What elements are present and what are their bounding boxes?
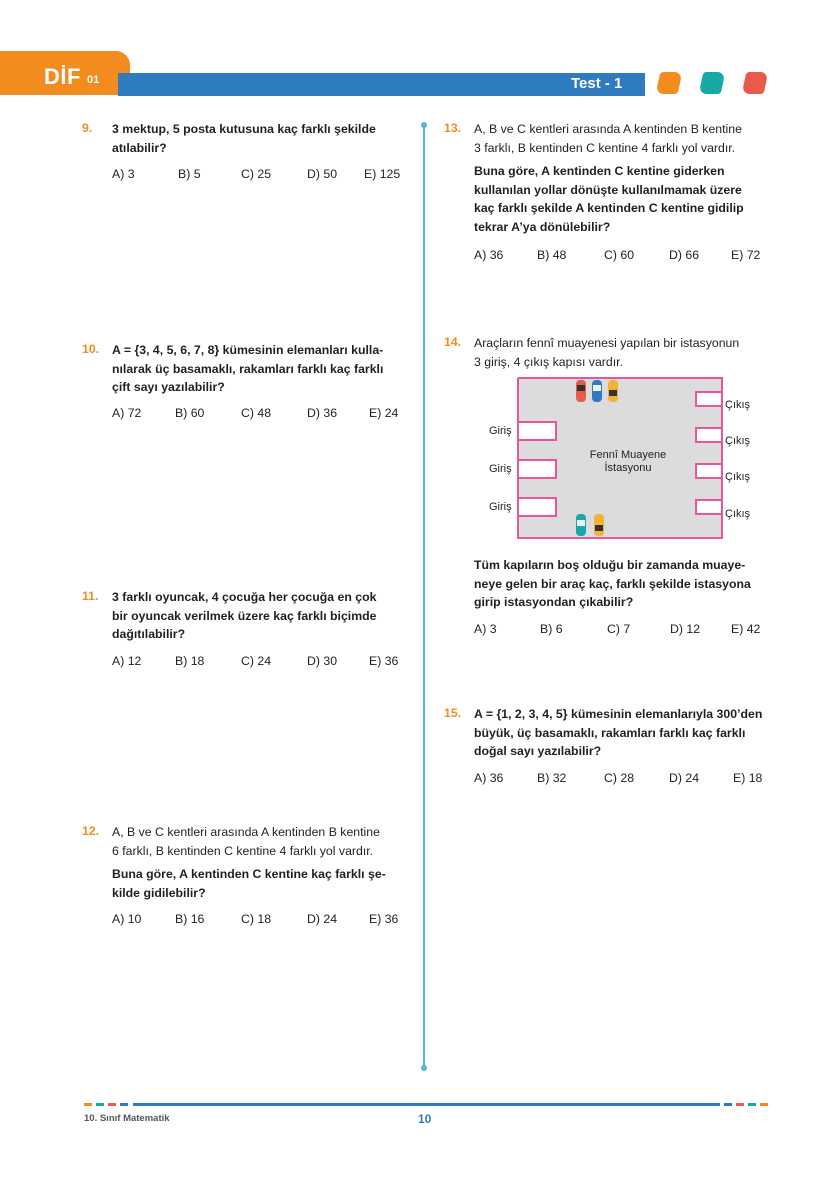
question-text: A = {1, 2, 3, 4, 5} kümesinin elemanlarıyla 300’den büyük, üç basamaklı, rakamları farklı kaç farklı doğal sayı yazılabilir? (474, 707, 763, 758)
logo-number: 01 (87, 74, 100, 86)
option-e[interactable]: E) 125 (364, 167, 401, 181)
question-text: A, B ve C kentleri arasında A kentinden B kentine 6 farklı, B kentinden C kentine 4 farklı yol vardır. (112, 825, 380, 858)
option-c[interactable]: C) 48 (241, 406, 272, 420)
option-e[interactable]: E) 18 (733, 771, 763, 785)
footer-dash (736, 1103, 744, 1106)
question-number: 11. (82, 589, 99, 603)
divider-dot-bottom (421, 1065, 427, 1071)
option-c[interactable]: C) 24 (241, 654, 272, 668)
option-b[interactable]: B) 6 (540, 622, 563, 636)
exit-label: Çıkış (725, 508, 751, 520)
option-d[interactable]: D) 12 (670, 622, 701, 636)
entrance-label: Giriş (489, 501, 512, 513)
course-title: 10. Sınıf Matematik (84, 1113, 170, 1124)
option-d[interactable]: D) 24 (669, 771, 700, 785)
option-e[interactable]: E) 42 (731, 622, 761, 636)
entrance-label: Giriş (489, 425, 512, 437)
question-number: 15. (444, 706, 462, 720)
footer-dash (84, 1103, 92, 1106)
teal-decoration-icon (699, 72, 726, 94)
exit-label: Çıkış (725, 471, 751, 483)
footer-bar (133, 1103, 720, 1106)
option-b[interactable]: B) 32 (537, 771, 567, 785)
station-label: Fennî Muayene İstasyonu (589, 449, 667, 474)
option-a[interactable]: A) 36 (474, 771, 504, 785)
option-b[interactable]: B) 16 (175, 912, 205, 926)
exit-label: Çıkış (725, 399, 751, 411)
option-e[interactable]: E) 36 (369, 654, 399, 668)
entrance-label: Giriş (489, 463, 512, 475)
footer-dash (96, 1103, 104, 1106)
option-e[interactable]: E) 24 (369, 406, 399, 420)
question-prompt: Buna göre, A kentinden C kentine kaç farklı şe- kilde gidilebilir? (112, 867, 386, 900)
orange-decoration-icon (656, 72, 683, 94)
option-a[interactable]: A) 12 (112, 654, 142, 668)
option-c[interactable]: C) 28 (604, 771, 635, 785)
option-d[interactable]: D) 66 (669, 248, 700, 262)
question-number: 14. (444, 335, 462, 349)
footer-dash (120, 1103, 128, 1106)
option-a[interactable]: A) 10 (112, 912, 142, 926)
question-text: Araçların fennî muayenesi yapılan bir istasyonun 3 giriş, 4 çıkış kapısı vardır. (474, 336, 740, 369)
column-divider (423, 124, 425, 1070)
option-b[interactable]: B) 60 (175, 406, 205, 420)
question-text: 3 farklı oyuncak, 4 çocuğa her çocuğa en çok bir oyuncak verilmek üzere kaç farklı biçimde dağıtılabilir? (112, 590, 377, 641)
option-d[interactable]: D) 50 (307, 167, 338, 181)
question-text: A, B ve C kentleri arasında A kentinden B kentine 3 farklı, B kentinden C kentine 4 farklı yol vardır. (474, 122, 742, 155)
question-number: 10. (82, 342, 100, 356)
option-a[interactable]: A) 72 (112, 406, 142, 420)
logo: DİF (44, 64, 81, 89)
divider-dot-top (421, 122, 427, 128)
option-a[interactable]: A) 3 (112, 167, 135, 181)
option-c[interactable]: C) 25 (241, 167, 272, 181)
red-decoration-icon (742, 72, 769, 94)
test-label: Test - 1 (571, 75, 623, 92)
question-text: A = {3, 4, 5, 6, 7, 8} kümesinin elemanları kulla- nılarak üç basamaklı, rakamları farklı kaç farklı çift sayı yazılabilir? (112, 343, 384, 394)
option-c[interactable]: C) 7 (607, 622, 631, 636)
exit-label: Çıkış (725, 435, 751, 447)
option-b[interactable]: B) 48 (537, 248, 567, 262)
question-number: 13. (444, 121, 462, 135)
option-e[interactable]: E) 72 (731, 248, 761, 262)
footer-dash (748, 1103, 756, 1106)
option-d[interactable]: D) 36 (307, 406, 338, 420)
option-c[interactable]: C) 60 (604, 248, 635, 262)
question-text: 3 mektup, 5 posta kutusuna kaç farklı şekilde atılabilir? (112, 122, 376, 155)
option-d[interactable]: D) 24 (307, 912, 338, 926)
question-number: 9. (82, 121, 93, 135)
question-prompt: Buna göre, A kentinden C kentine giderken kullanılan yollar dönüşte kullanılmamak üzere kaç farklı şekilde A kentinden C kentine gidilip tekrar A’ya dönülebilir? (474, 164, 744, 234)
question-number: 12. (82, 824, 100, 838)
footer-dash (760, 1103, 768, 1106)
question-prompt: Tüm kapıların boş olduğu bir zamanda muaye- neye gelen bir araç kaç, farklı şekilde istasyona girip istasyondan çıkabilir? (474, 558, 751, 609)
page-number: 10 (418, 1112, 432, 1126)
option-d[interactable]: D) 30 (307, 654, 338, 668)
option-a[interactable]: A) 3 (474, 622, 497, 636)
header-bar (118, 73, 645, 96)
option-c[interactable]: C) 18 (241, 912, 272, 926)
option-a[interactable]: A) 36 (474, 248, 504, 262)
option-b[interactable]: B) 5 (178, 167, 201, 181)
footer-dash (108, 1103, 116, 1106)
option-e[interactable]: E) 36 (369, 912, 399, 926)
option-b[interactable]: B) 18 (175, 654, 205, 668)
footer-dash (724, 1103, 732, 1106)
